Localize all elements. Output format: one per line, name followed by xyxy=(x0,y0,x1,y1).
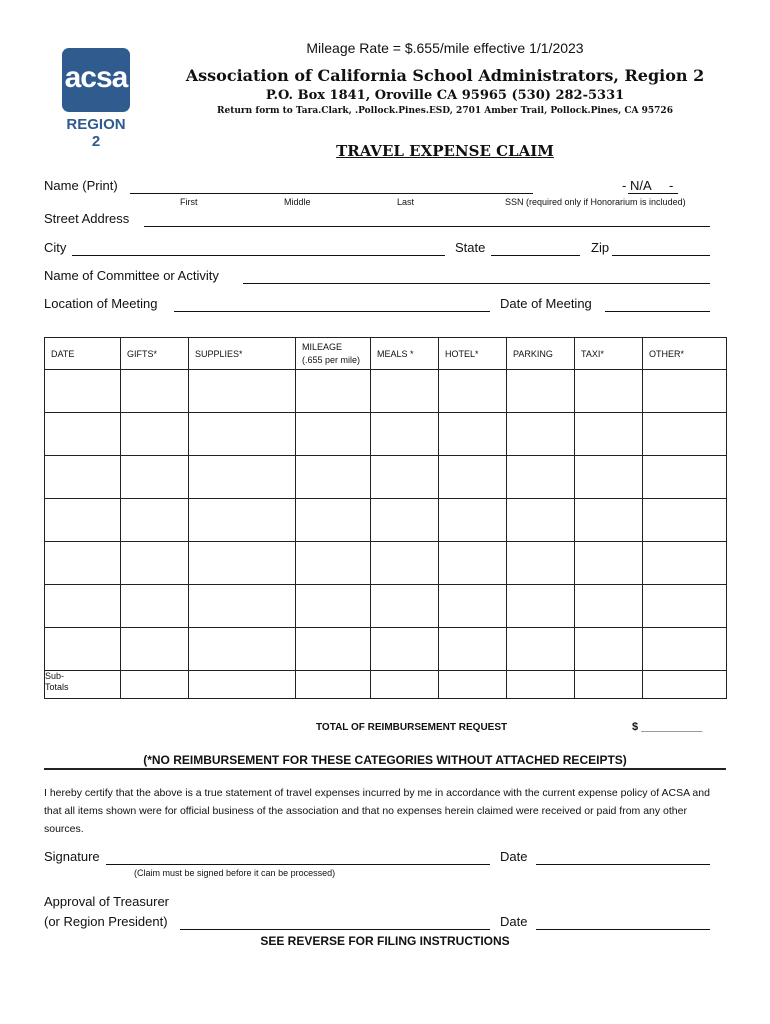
approval-date-field[interactable] xyxy=(536,929,710,930)
cell[interactable] xyxy=(439,413,507,456)
cell[interactable] xyxy=(643,585,727,628)
cell[interactable] xyxy=(121,499,189,542)
cell[interactable] xyxy=(507,456,575,499)
cell[interactable] xyxy=(507,542,575,585)
col-supplies: SUPPLIES* xyxy=(189,338,296,370)
cell[interactable] xyxy=(507,370,575,413)
cell[interactable] xyxy=(121,585,189,628)
location-label: Location of Meeting xyxy=(44,296,158,311)
cell[interactable] xyxy=(507,413,575,456)
cell[interactable] xyxy=(507,671,575,699)
ssn-caption: SSN (required only if Honorarium is included) xyxy=(505,197,686,207)
cell[interactable] xyxy=(296,671,371,699)
zip-label: Zip xyxy=(591,240,610,255)
approval-date-label: Date xyxy=(500,914,528,929)
expense-table xyxy=(44,337,727,699)
table-row xyxy=(45,413,727,456)
cell[interactable] xyxy=(296,456,371,499)
return-to: Return form to Tara.Clark, .Pollock.Pines.ESD, 2701 Amber Trail, Pollock.Pines, CA 95726 xyxy=(217,106,673,116)
approval-field[interactable] xyxy=(180,929,490,930)
name-label: Name (Print) xyxy=(44,178,118,193)
col-parking: PARKING xyxy=(507,338,575,370)
table-row xyxy=(45,456,727,499)
last-caption: Last xyxy=(397,197,415,207)
cell[interactable] xyxy=(45,585,121,628)
cell[interactable] xyxy=(371,628,439,671)
table-row xyxy=(45,585,727,628)
cell[interactable] xyxy=(371,370,439,413)
street-label: Street Address xyxy=(44,211,130,226)
cell[interactable] xyxy=(189,585,296,628)
approval-line2: (or Region President) xyxy=(44,914,168,929)
cell[interactable] xyxy=(575,585,643,628)
col-meals: MEALS * xyxy=(371,338,439,370)
name-field[interactable] xyxy=(130,193,533,194)
cell[interactable] xyxy=(189,370,296,413)
signature-label: Signature xyxy=(44,849,100,864)
state-label: State xyxy=(455,240,486,255)
location-field[interactable] xyxy=(174,311,490,312)
total-label: TOTAL OF REIMBURSEMENT REQUEST xyxy=(316,722,508,733)
committee-label: Name of Committee or Activity xyxy=(44,268,219,283)
cell[interactable] xyxy=(296,585,371,628)
cell[interactable] xyxy=(439,456,507,499)
cell[interactable] xyxy=(121,413,189,456)
cell[interactable] xyxy=(189,499,296,542)
signature-field[interactable] xyxy=(106,864,490,865)
cell[interactable] xyxy=(189,628,296,671)
cell[interactable] xyxy=(45,456,121,499)
cell[interactable] xyxy=(507,628,575,671)
cell[interactable] xyxy=(371,499,439,542)
cell[interactable] xyxy=(507,585,575,628)
signature-date-field[interactable] xyxy=(536,864,710,865)
cell[interactable] xyxy=(371,542,439,585)
total-value[interactable]: $ __________ xyxy=(632,721,703,733)
cell[interactable] xyxy=(439,628,507,671)
first-caption: First xyxy=(180,197,198,207)
cell[interactable] xyxy=(439,671,507,699)
ssn-line xyxy=(628,193,678,194)
col-date: DATE xyxy=(45,338,121,370)
col-mileage-label: MILEAGE xyxy=(302,341,343,352)
table-header-row xyxy=(45,338,727,370)
cell[interactable] xyxy=(121,456,189,499)
cell[interactable] xyxy=(575,499,643,542)
logo-region: REGION 2 xyxy=(66,116,126,150)
cell[interactable] xyxy=(575,542,643,585)
street-field[interactable] xyxy=(144,226,710,227)
col-mileage-rate: (.655 per mile) xyxy=(302,354,361,365)
cell[interactable] xyxy=(45,499,121,542)
state-field[interactable] xyxy=(491,255,580,256)
filing-instructions: SEE REVERSE FOR FILING INSTRUCTIONS xyxy=(260,934,510,948)
certify-text: I hereby certify that the above is a true statement of travel expenses incurred by me in accordance with the current expense policy of ACSA and that all items shown were for official business of the association and that no expenses herein claimed were received or paid from any other sources. xyxy=(44,787,710,835)
cell[interactable] xyxy=(439,370,507,413)
cell[interactable] xyxy=(507,499,575,542)
subtotals-label xyxy=(45,671,121,699)
approval-line1: Approval of Treasurer xyxy=(44,894,170,909)
cell[interactable] xyxy=(371,413,439,456)
cell[interactable] xyxy=(575,671,643,699)
cell[interactable] xyxy=(643,370,727,413)
cell[interactable] xyxy=(45,370,121,413)
cell[interactable] xyxy=(439,585,507,628)
cell[interactable] xyxy=(296,499,371,542)
cell[interactable] xyxy=(45,542,121,585)
org-address: P.O. Box 1841, Oroville CA 95965 (530) 282-5331 xyxy=(265,88,625,103)
cell[interactable] xyxy=(45,413,121,456)
zip-field[interactable] xyxy=(612,255,710,256)
cell[interactable] xyxy=(121,542,189,585)
form-title: TRAVEL EXPENSE CLAIM xyxy=(336,142,554,160)
committee-field[interactable] xyxy=(243,283,710,284)
city-field[interactable] xyxy=(72,255,445,256)
cell[interactable] xyxy=(296,370,371,413)
cell[interactable] xyxy=(296,542,371,585)
cell[interactable] xyxy=(439,542,507,585)
cell[interactable] xyxy=(189,413,296,456)
cell[interactable] xyxy=(45,628,121,671)
cell[interactable] xyxy=(121,671,189,699)
signature-note: (Claim must be signed before it can be processed) xyxy=(134,868,336,878)
mileage-rate: Mileage Rate = $.655/mile effective 1/1/2023 xyxy=(306,40,584,56)
cell[interactable] xyxy=(121,628,189,671)
cell[interactable] xyxy=(643,499,727,542)
org-name: Association of California School Administrators, Region 2 xyxy=(185,66,705,85)
cell[interactable] xyxy=(439,499,507,542)
cell[interactable] xyxy=(643,456,727,499)
notice-divider xyxy=(44,768,726,770)
cell[interactable] xyxy=(121,370,189,413)
meeting-date-label: Date of Meeting xyxy=(500,296,592,311)
cell[interactable] xyxy=(575,628,643,671)
cell[interactable] xyxy=(575,370,643,413)
col-hotel: HOTEL* xyxy=(439,338,507,370)
cell[interactable] xyxy=(296,413,371,456)
meeting-date-field[interactable] xyxy=(605,311,710,312)
cell[interactable] xyxy=(189,671,296,699)
cell[interactable] xyxy=(189,542,296,585)
receipts-notice: (*NO REIMBURSEMENT FOR THESE CATEGORIES WITHOUT ATTACHED RECEIPTS) xyxy=(143,753,627,767)
subtotals-label-2: Totals xyxy=(45,682,69,692)
signature-date-label: Date xyxy=(500,849,528,864)
col-taxi: TAXI* xyxy=(575,338,643,370)
cell[interactable] xyxy=(575,413,643,456)
cell[interactable] xyxy=(643,671,727,699)
cell[interactable] xyxy=(371,456,439,499)
col-mileage xyxy=(296,338,371,370)
col-gifts: GIFTS* xyxy=(121,338,189,370)
ssn-value[interactable]: - N/A - xyxy=(622,178,674,193)
middle-caption: Middle xyxy=(284,197,311,207)
subtotals-row xyxy=(45,671,727,699)
col-other: OTHER* xyxy=(643,338,727,370)
table-row xyxy=(45,499,727,542)
cell[interactable] xyxy=(371,671,439,699)
cell[interactable] xyxy=(643,542,727,585)
subtotals-label-1: Sub- xyxy=(45,671,65,681)
cell[interactable] xyxy=(189,456,296,499)
acsa-logo xyxy=(62,48,130,112)
table-row xyxy=(45,628,727,671)
cell[interactable] xyxy=(296,628,371,671)
cell[interactable] xyxy=(371,585,439,628)
logo-text: acsa xyxy=(64,61,128,94)
table-row xyxy=(45,542,727,585)
cell[interactable] xyxy=(575,456,643,499)
table-row xyxy=(45,370,727,413)
cell[interactable] xyxy=(643,628,727,671)
city-label: City xyxy=(44,240,67,255)
cell[interactable] xyxy=(643,413,727,456)
